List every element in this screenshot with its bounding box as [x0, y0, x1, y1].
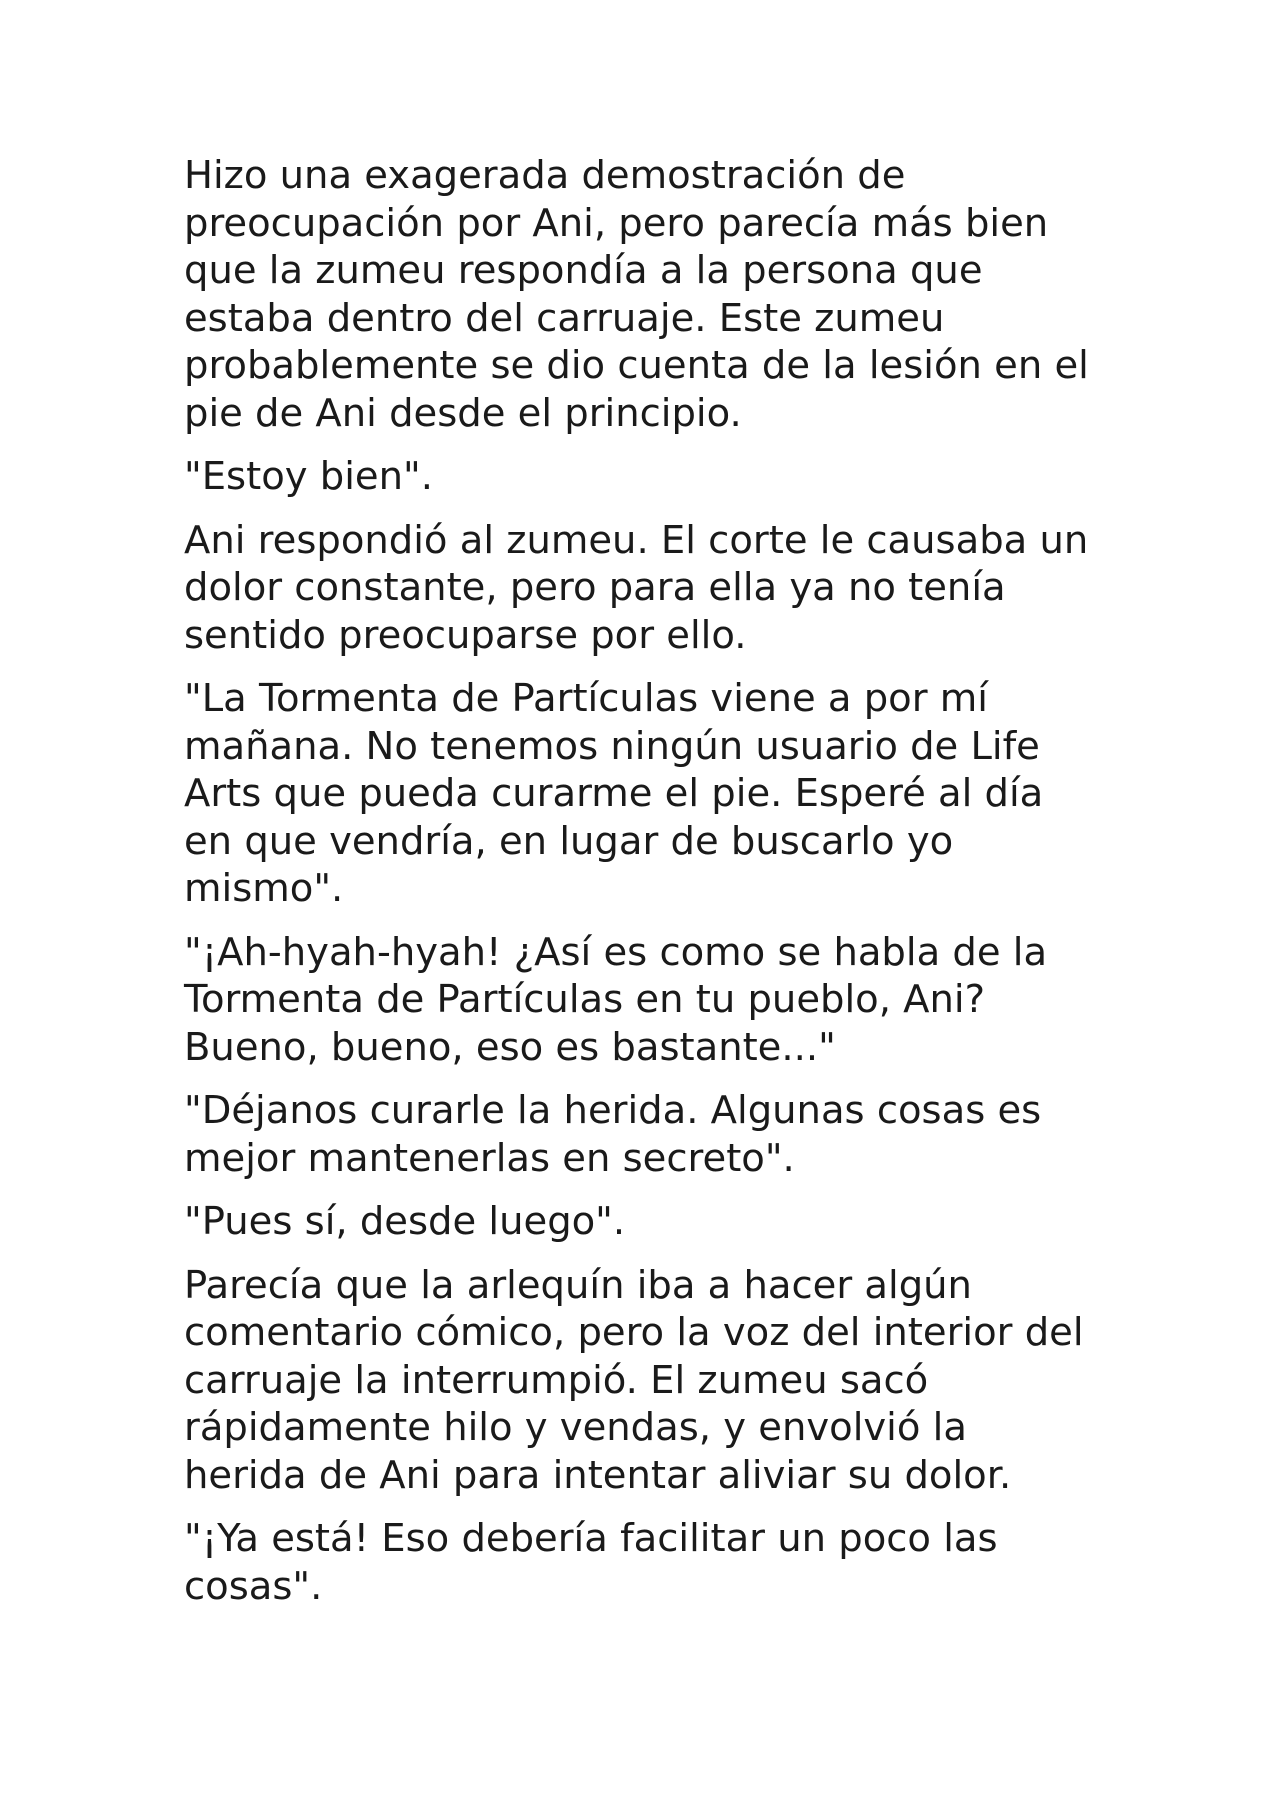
- paragraph: "Déjanos curarle la herida. Algunas cosas es mejor mantenerlas en secreto".: [184, 1088, 1042, 1181]
- paragraph: Hizo una exagerada demostración de preocupación por Ani, pero parecía más bien que la zumeu respondía a la persona que estaba dentro del carruaje. Este zumeu probablemente se dio cuenta de la lesión en el pie de Ani desde el principio.: [184, 153, 1089, 436]
- paragraph: Parecía que la arlequín iba a hacer algún comentario cómico, pero la voz del interior del carruaje la interrumpió. El zumeu sacó rápidamente hilo y vendas, y envolvió la herida de Ani para intentar aliviar su dolor.: [184, 1262, 1084, 1498]
- paragraph: "Estoy bien".: [184, 454, 433, 499]
- paragraph: "La Tormenta de Partículas viene a por mí mañana. No tenemos ningún usuario de Life Arts que pueda curarme el pie. Esperé al día en que vendría, en lugar de buscarlo yo mismo".: [184, 676, 1044, 911]
- paragraph: "¡Ya está! Eso debería facilitar un poco las cosas".: [184, 1516, 998, 1609]
- document-page: [184, 152, 1124, 1626]
- paragraph: "¡Ah-hyah-hyah! ¿Así es como se habla de la Tormenta de Partículas en tu pueblo, Ani? Bueno, bueno, eso es bastante...": [184, 929, 1048, 1070]
- paragraph: "Pues sí, desde luego".: [184, 1199, 626, 1244]
- paragraph: Ani respondió al zumeu. El corte le causaba un dolor constante, pero para ella ya no tenía sentido preocuparse por ello.: [184, 517, 1089, 658]
